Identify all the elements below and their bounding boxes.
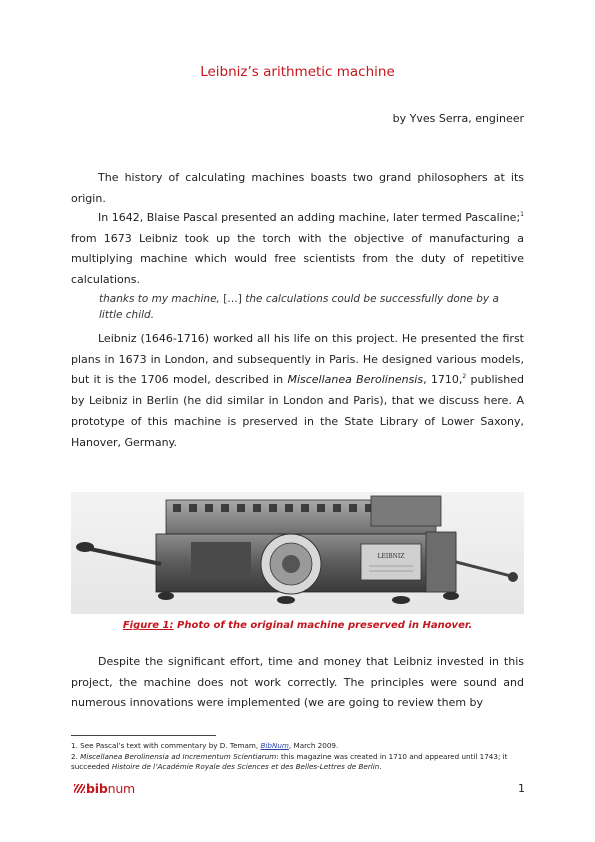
footnote-2-number: 2. (71, 752, 81, 761)
paragraph-leibniz-text-c: published by Leibniz in Berlin (he did similar in London and Paris), that we discuss here. A prototype of this machine is preserved in the State Library of Lower Saxony, Hanover, Germany. (71, 373, 525, 449)
leibniz-quote (99, 291, 504, 323)
footnote-separator (71, 735, 216, 736)
quote-text-a: thanks to my machine, (99, 293, 220, 305)
logo-num: num (107, 781, 136, 796)
figure-caption-text: Photo of the original machine preserved in Hanover. (173, 620, 473, 631)
machine-plate-label: LEIBNIZ (377, 553, 405, 560)
footnote-2-history-title: Histoire de l’Académie Royale des Sciences et des Belles-Lettres de Berlin (111, 761, 380, 771)
paragraph-pascal-text-a: In 1642, Blaise Pascal presented an adding machine, later termed Pascaline; (98, 211, 521, 224)
paragraph-pascal-text-b: from 1673 Leibniz took up the torch with the objective of manufacturing a multiplying machine which would free scientists from the duty of repetitive calculations. (71, 231, 524, 287)
footnote-1-text-a: 1. See Pascal’s text with commentary by D. Temam, (71, 741, 261, 750)
footnote-1 (71, 741, 526, 751)
paragraph-intro (71, 168, 524, 209)
paragraph-leibniz (71, 329, 524, 453)
paragraph-intro-text: The history of calculating machines boasts two grand philosophers at its origin. (71, 171, 524, 205)
footnote-ref-1[interactable]: 1 (520, 211, 524, 218)
paragraph-pascal (71, 208, 524, 291)
paragraph-leibniz-text-a: Leibniz (1646-1716) worked all his life on this project. He presented the first plans in 1673 in London, and subsequently in Paris. He designed various models, but it is the 1706 model, described in (71, 332, 524, 387)
paragraph-despite-text: Despite the significant effort, time and money that Leibniz invested in this project, the machine does not work correctly. The principles were sound and numerous innovations were implemented (we are going to review them by (71, 655, 524, 710)
logo-bib: bib (86, 781, 108, 796)
bibnum-link[interactable]: BibNum (260, 741, 289, 750)
bibnum-logo (74, 781, 135, 796)
quote-text-b: the calculations could be successfully done by a little child. (99, 293, 499, 321)
footnote-ref-2[interactable]: 2 (462, 373, 467, 381)
paragraph-leibniz-text-b: , 1710, (423, 373, 463, 387)
footnote-1-text-b: , March 2009. (288, 741, 339, 750)
footnote-2-journal: Miscellanea Berolinensia ad Incrementum Scientiarum (80, 752, 277, 761)
page-title: Leibniz’s arithmetic machine (200, 64, 395, 80)
figure-label: Figure 1: (122, 620, 174, 631)
footnote-2-end: . (379, 761, 382, 771)
paragraph-despite (71, 652, 524, 714)
quote-ellipsis: […] (219, 293, 246, 305)
author-byline: by Yves Serra, engineer (392, 112, 524, 125)
footnote-2-text: : this magazine was created in 1710 and appeared until 1743; it succeeded (71, 752, 508, 771)
figure-caption (0, 620, 595, 631)
footnote-2 (71, 752, 526, 771)
miscellanea-title: Miscellanea Berolinensis (287, 373, 424, 387)
machine-photo (71, 492, 524, 614)
page-number: 1 (518, 782, 525, 795)
logo-stripes-icon (74, 784, 85, 793)
